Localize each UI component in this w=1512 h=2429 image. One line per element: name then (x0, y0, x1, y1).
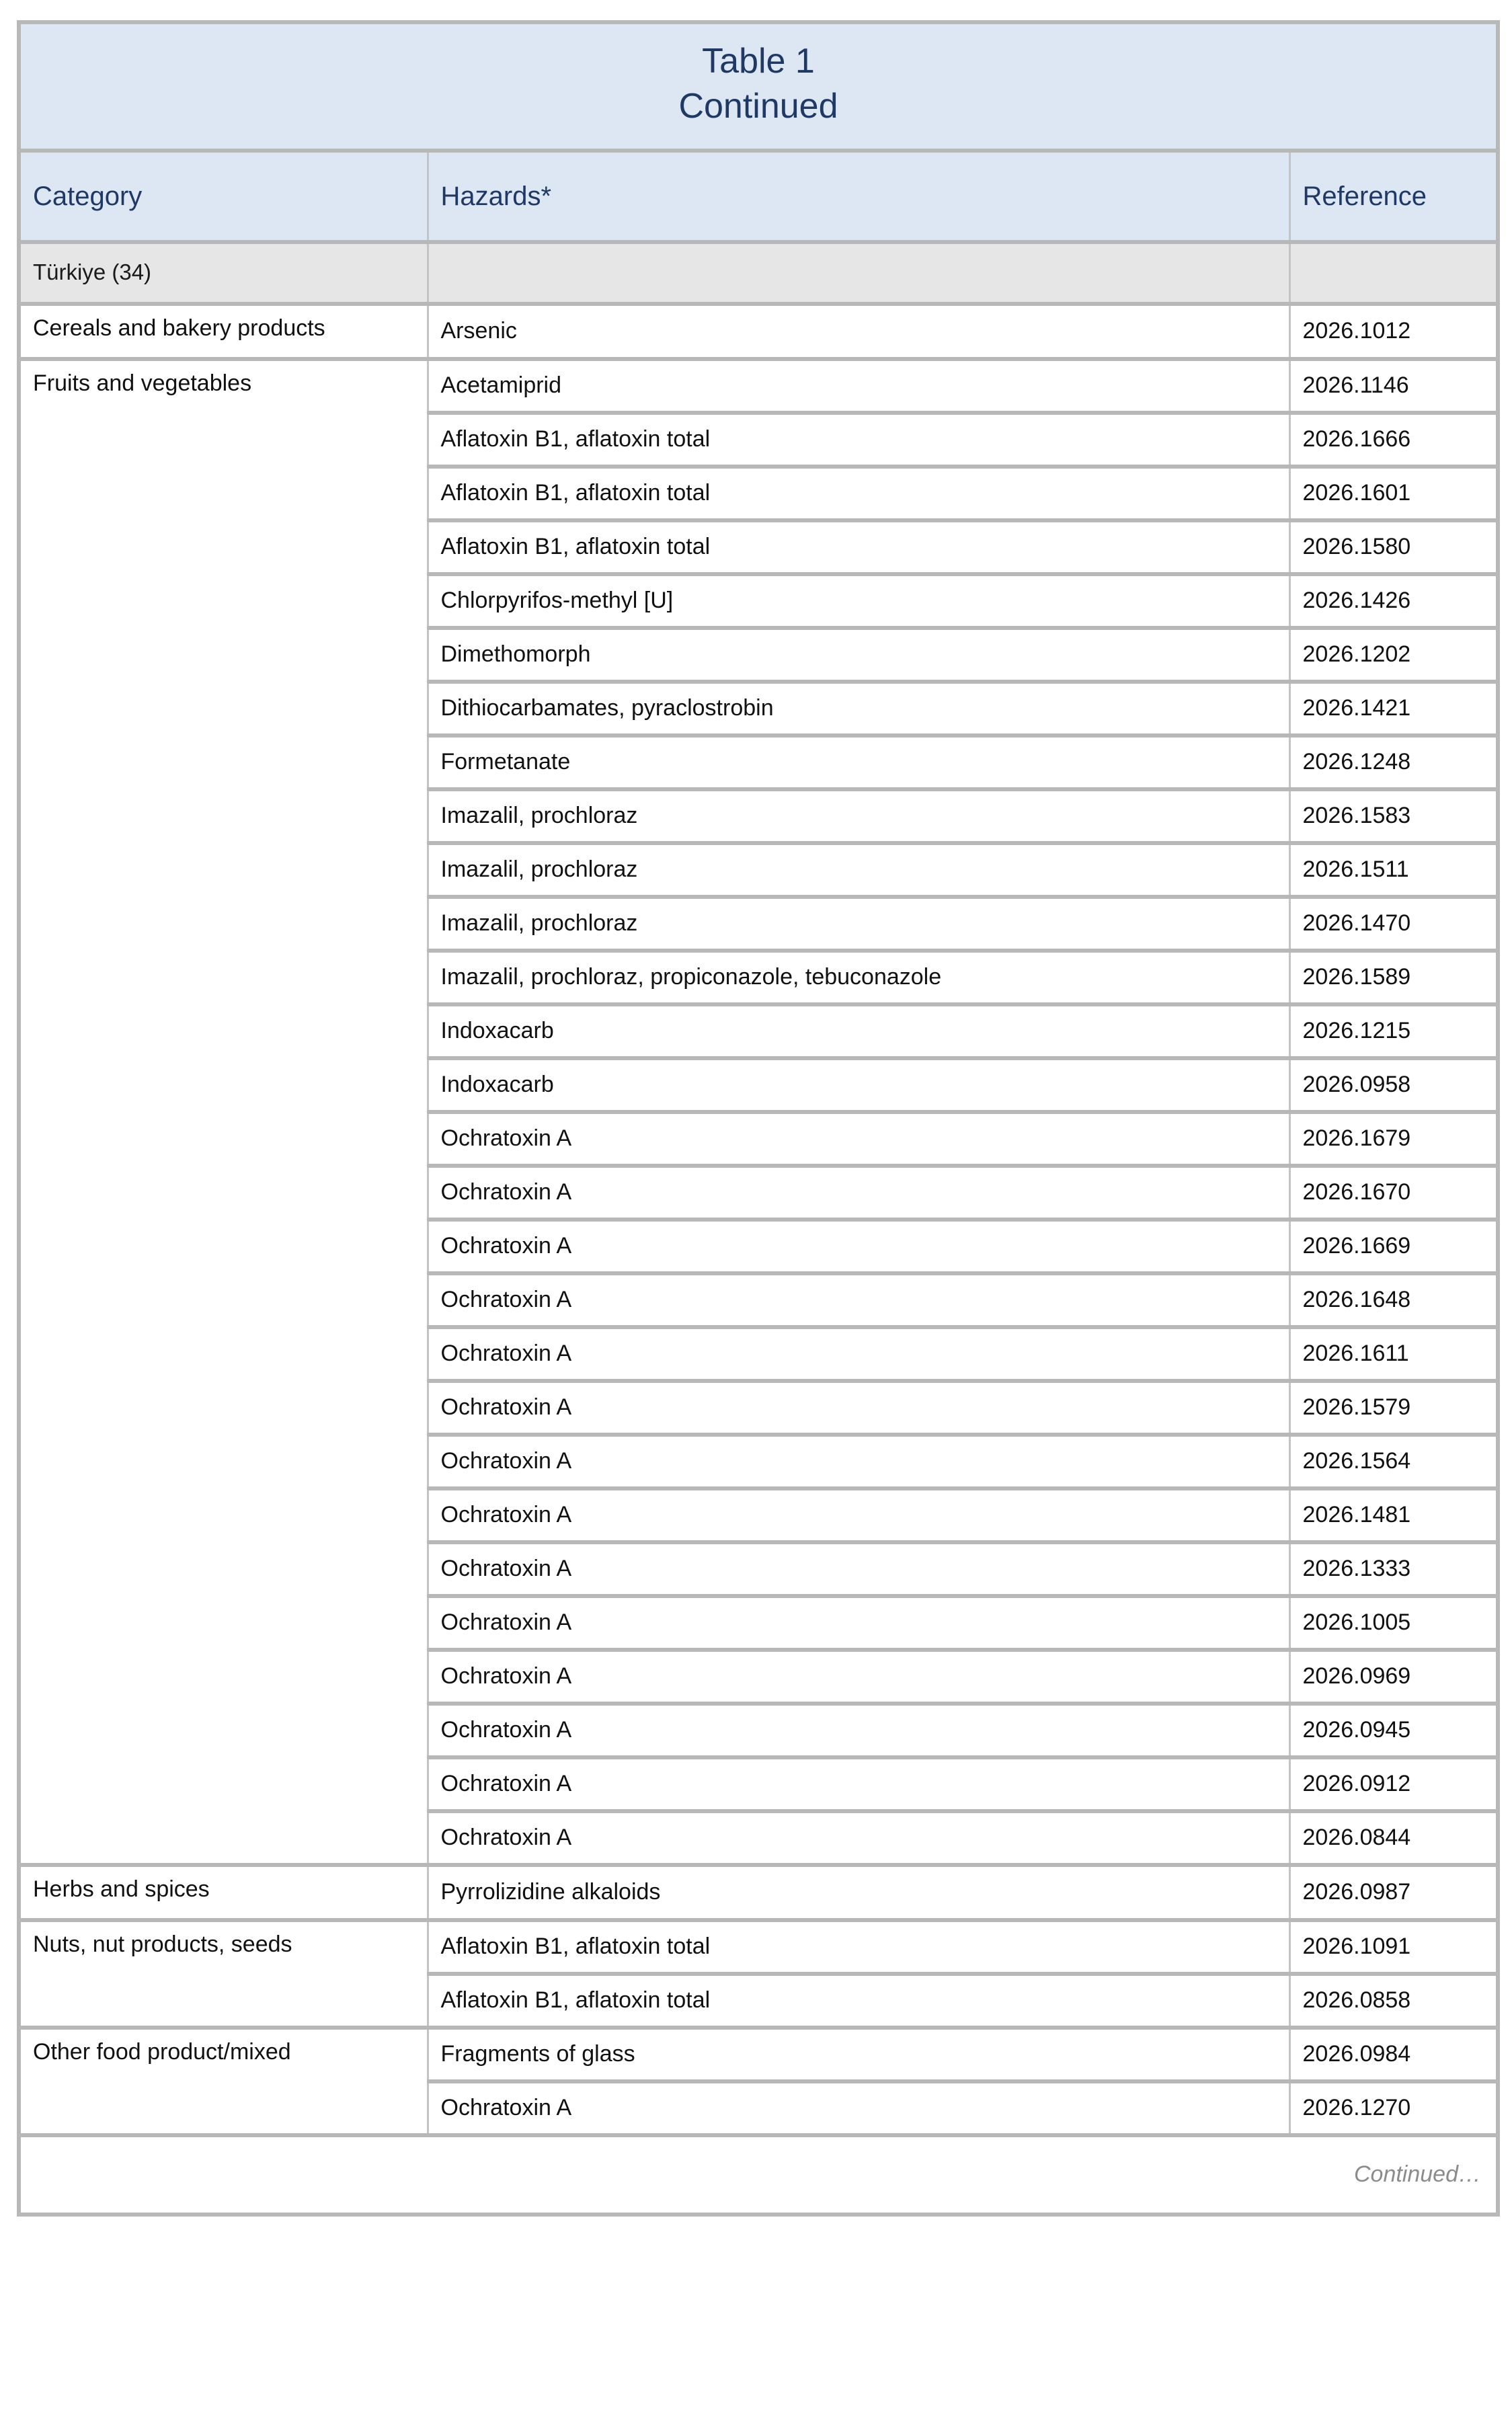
column-header-reference: Reference (1289, 151, 1498, 242)
reference-cell: 2026.1470 (1289, 897, 1498, 951)
hazard-cell: Ochratoxin A (428, 1811, 1289, 1865)
hazard-cell: Imazalil, prochloraz, propiconazole, tebuconazole (428, 951, 1289, 1004)
country-group-spacer-hazards (428, 242, 1289, 304)
column-header-row (19, 151, 1498, 242)
hazard-cell: Ochratoxin A (428, 1327, 1289, 1381)
reference-cell: 2026.0987 (1289, 1865, 1498, 1920)
reference-cell: 2026.1666 (1289, 413, 1498, 467)
reference-cell: 2026.1270 (1289, 2081, 1498, 2135)
hazard-cell: Aflatoxin B1, aflatoxin total (428, 520, 1289, 574)
hazard-cell: Aflatoxin B1, aflatoxin total (428, 413, 1289, 467)
reference-cell: 2026.1248 (1289, 735, 1498, 789)
hazard-cell: Chlorpyrifos-methyl [U] (428, 574, 1289, 628)
table-head (19, 22, 1498, 242)
hazard-cell: Imazalil, prochloraz (428, 843, 1289, 897)
category-cell: Nuts, nut products, seeds (19, 1920, 428, 2028)
hazard-cell: Ochratoxin A (428, 1166, 1289, 1220)
table-body (19, 242, 1498, 2135)
hazard-cell: Ochratoxin A (428, 2081, 1289, 2135)
reference-cell: 2026.0844 (1289, 1811, 1498, 1865)
country-group-spacer-reference (1289, 242, 1498, 304)
reference-cell: 2026.1091 (1289, 1920, 1498, 1974)
hazard-cell: Acetamiprid (428, 359, 1289, 413)
hazard-cell: Ochratoxin A (428, 1273, 1289, 1327)
hazard-cell: Indoxacarb (428, 1058, 1289, 1112)
table-row (19, 1920, 1498, 1974)
reference-cell: 2026.0969 (1289, 1650, 1498, 1704)
reference-cell: 2026.1648 (1289, 1273, 1498, 1327)
table-row (19, 359, 1498, 413)
reference-cell: 2026.1611 (1289, 1327, 1498, 1381)
hazard-cell: Pyrrolizidine alkaloids (428, 1865, 1289, 1920)
reference-cell: 2026.1426 (1289, 574, 1498, 628)
reference-cell: 2026.1564 (1289, 1435, 1498, 1488)
category-cell: Cereals and bakery products (19, 304, 428, 359)
reference-cell: 2026.1580 (1289, 520, 1498, 574)
country-group-label: Türkiye (34) (19, 242, 428, 304)
hazard-cell: Ochratoxin A (428, 1650, 1289, 1704)
table-row (19, 1865, 1498, 1920)
table-title-row (19, 22, 1498, 151)
hazard-cell: Dimethomorph (428, 628, 1289, 682)
table-row (19, 304, 1498, 359)
hazard-cell: Aflatoxin B1, aflatoxin total (428, 467, 1289, 520)
reference-cell: 2026.1333 (1289, 1542, 1498, 1596)
hazards-table (17, 20, 1500, 2217)
hazard-cell: Ochratoxin A (428, 1435, 1289, 1488)
reference-cell: 2026.0945 (1289, 1704, 1498, 1757)
reference-cell: 2026.1601 (1289, 467, 1498, 520)
reference-cell: 2026.1579 (1289, 1381, 1498, 1435)
reference-cell: 2026.0958 (1289, 1058, 1498, 1112)
table-container (17, 20, 1496, 2217)
table-foot (19, 2135, 1498, 2215)
hazard-cell: Indoxacarb (428, 1004, 1289, 1058)
hazard-cell: Ochratoxin A (428, 1381, 1289, 1435)
reference-cell: 2026.0858 (1289, 1974, 1498, 2028)
hazard-cell: Ochratoxin A (428, 1220, 1289, 1273)
category-cell: Herbs and spices (19, 1865, 428, 1920)
reference-cell: 2026.0984 (1289, 2028, 1498, 2081)
table-title (19, 22, 1498, 151)
hazard-cell: Formetanate (428, 735, 1289, 789)
hazard-cell: Fragments of glass (428, 2028, 1289, 2081)
reference-cell: 2026.1669 (1289, 1220, 1498, 1273)
reference-cell: 2026.1202 (1289, 628, 1498, 682)
hazard-cell: Ochratoxin A (428, 1757, 1289, 1811)
hazard-cell: Aflatoxin B1, aflatoxin total (428, 1974, 1289, 2028)
hazard-cell: Dithiocarbamates, pyraclostrobin (428, 682, 1289, 735)
table-row (19, 2028, 1498, 2081)
reference-cell: 2026.1583 (1289, 789, 1498, 843)
hazard-cell: Ochratoxin A (428, 1704, 1289, 1757)
reference-cell: 2026.1421 (1289, 682, 1498, 735)
hazard-cell: Ochratoxin A (428, 1542, 1289, 1596)
hazard-cell: Ochratoxin A (428, 1488, 1289, 1542)
reference-cell: 2026.1012 (1289, 304, 1498, 359)
reference-cell: 2026.1589 (1289, 951, 1498, 1004)
reference-cell: 2026.1511 (1289, 843, 1498, 897)
category-cell: Other food product/mixed (19, 2028, 428, 2135)
column-header-category: Category (19, 151, 428, 242)
reference-cell: 2026.1670 (1289, 1166, 1498, 1220)
table-footer-row (19, 2135, 1498, 2215)
hazard-cell: Imazalil, prochloraz (428, 789, 1289, 843)
continued-note: Continued… (19, 2135, 1498, 2215)
hazard-cell: Aflatoxin B1, aflatoxin total (428, 1920, 1289, 1974)
hazard-cell: Arsenic (428, 304, 1289, 359)
table-title-main: Table 1 (702, 42, 815, 81)
reference-cell: 2026.1481 (1289, 1488, 1498, 1542)
hazard-cell: Ochratoxin A (428, 1596, 1289, 1650)
reference-cell: 2026.0912 (1289, 1757, 1498, 1811)
column-header-hazards: Hazards* (428, 151, 1289, 242)
category-cell: Fruits and vegetables (19, 359, 428, 1865)
country-group-row (19, 242, 1498, 304)
reference-cell: 2026.1005 (1289, 1596, 1498, 1650)
hazard-cell: Imazalil, prochloraz (428, 897, 1289, 951)
reference-cell: 2026.1146 (1289, 359, 1498, 413)
reference-cell: 2026.1679 (1289, 1112, 1498, 1166)
hazard-cell: Ochratoxin A (428, 1112, 1289, 1166)
reference-cell: 2026.1215 (1289, 1004, 1498, 1058)
table-title-continued: Continued (678, 86, 838, 126)
